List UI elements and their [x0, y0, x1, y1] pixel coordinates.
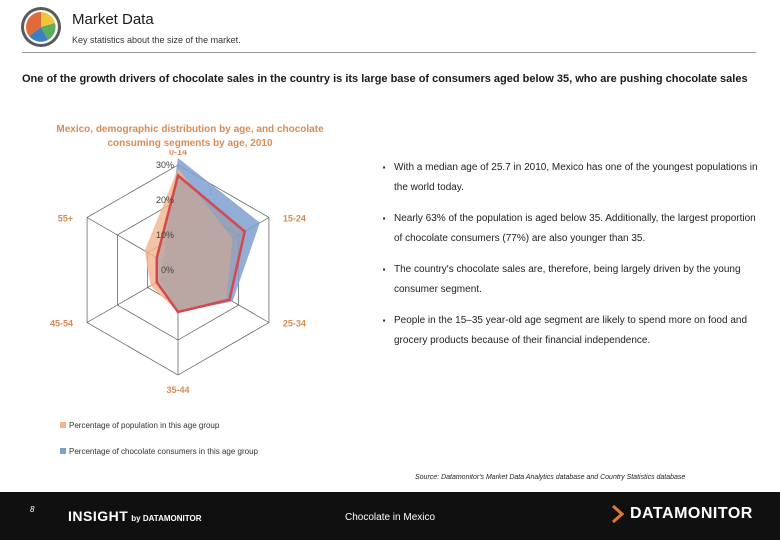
bullet-item — [374, 260, 760, 300]
legend-label-population: Percentage of population in this age group — [69, 420, 220, 430]
page-subtitle: Key statistics about the size of the market. — [72, 35, 241, 45]
footer-bar — [0, 492, 780, 540]
category-label: 45-54 — [50, 318, 74, 329]
category-label: 25-34 — [282, 318, 306, 329]
document-title: Chocolate in Mexico — [345, 512, 436, 523]
bullet-dot: ▪ — [382, 163, 386, 172]
legend-swatch-population — [60, 422, 66, 428]
bullet-text: The country's chocolate sales are, therefore, being largely driven by the young consumer segment. — [394, 264, 741, 295]
chart-legend — [60, 418, 258, 470]
bullet-item — [374, 158, 760, 198]
datamonitor-logo-text: DATAMONITOR — [630, 505, 753, 522]
bullet-dot: ▪ — [382, 214, 386, 223]
category-label: 0-14 — [168, 150, 188, 157]
bullet-item — [374, 209, 760, 249]
brand-by-datamonitor: by DATAMONITOR — [131, 514, 202, 523]
chevron-right-icon — [612, 505, 624, 523]
category-label: 55+ — [57, 213, 74, 224]
page-title: Market Data — [72, 11, 154, 28]
bullet-text: With a median age of 25.7 in 2010, Mexico has one of the youngest populations in the world today. — [394, 162, 758, 193]
bullet-item — [374, 311, 760, 351]
radial-tick-label: 30% — [155, 160, 174, 170]
chart-title: Mexico, demographic distribution by age, and chocolate consuming segments by age, 2010 — [56, 124, 324, 149]
radial-tick-label: 10% — [155, 230, 174, 240]
bullet-text: Nearly 63% of the population is aged below 35. Additionally, the largest proportion of chocolate consumers (77%) are also younger than 35. — [394, 213, 756, 244]
bullet-list — [374, 158, 760, 362]
bullet-text: People in the 15–35 year-old age segment are likely to spend more on food and grocery products because of their financial independence. — [394, 315, 748, 346]
source-note: Source: Datamonitor's Market Data Analytics database and Country Statistics database — [415, 474, 686, 481]
header-divider — [22, 52, 756, 53]
datamonitor-logo — [612, 505, 753, 523]
pie-chart-icon — [20, 6, 62, 48]
category-label: 35-44 — [166, 385, 190, 395]
legend-item-population — [60, 418, 258, 432]
legend-label-consumers: Percentage of chocolate consumers in this age group — [69, 446, 259, 456]
radar-chart — [30, 150, 350, 410]
headline: One of the growth drivers of chocolate sales in the country is its large base of consumers aged below 35, who are pushing chocolate sales — [22, 73, 748, 85]
footer-brand — [68, 508, 202, 526]
bullet-dot: ▪ — [382, 265, 386, 274]
legend-item-consumers — [60, 444, 258, 458]
radial-tick-label: 0% — [160, 265, 174, 275]
category-label: 15-24 — [282, 213, 306, 224]
radial-tick-label: 20% — [155, 195, 174, 205]
legend-swatch-consumers — [60, 448, 66, 454]
brand-insight: INSIGHT — [68, 508, 129, 524]
page-number: 8 — [30, 505, 35, 514]
bullet-dot: ▪ — [382, 316, 386, 325]
